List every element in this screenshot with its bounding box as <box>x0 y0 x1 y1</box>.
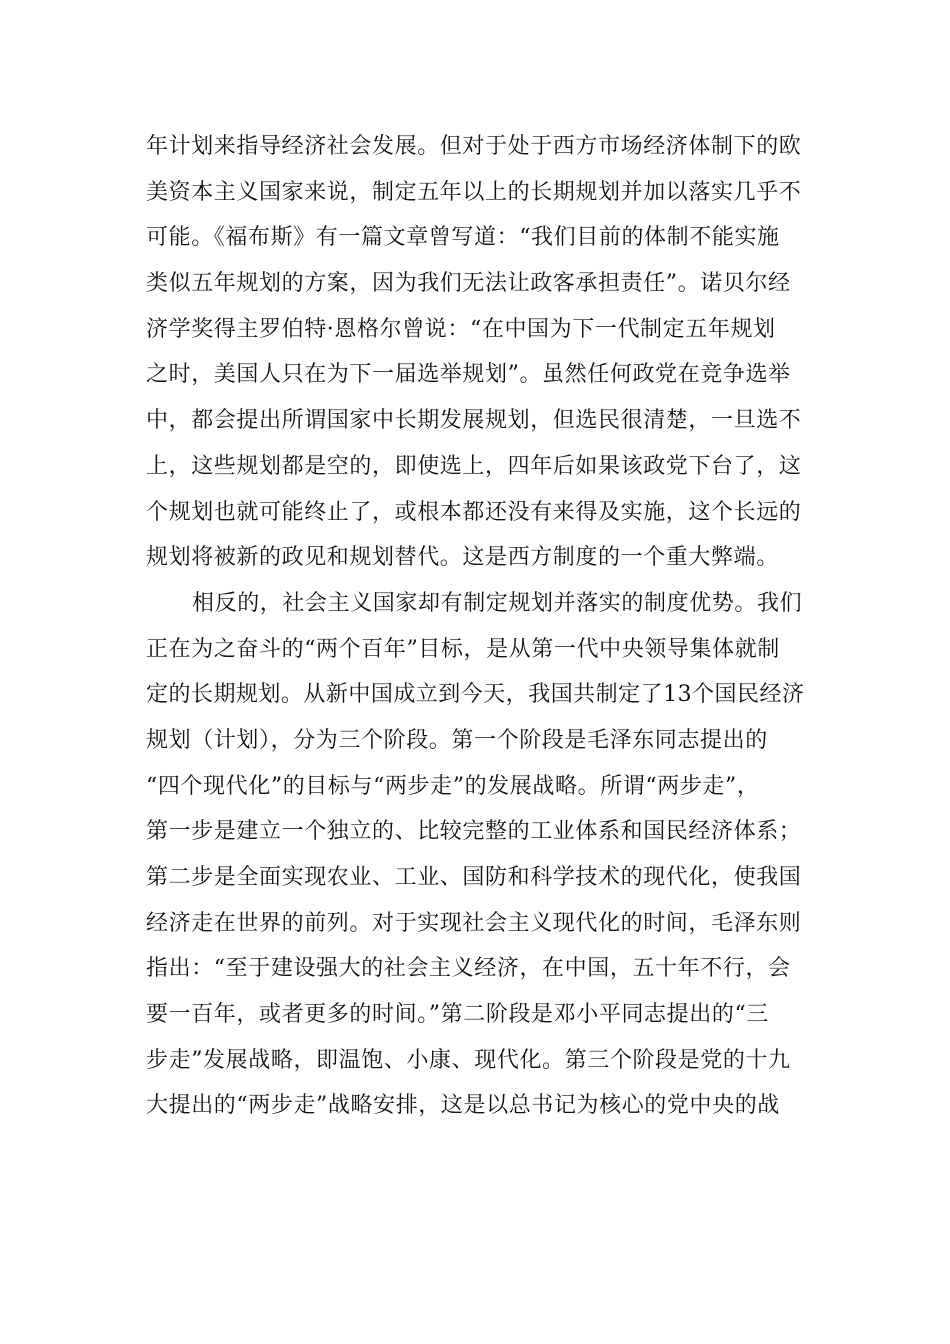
text-line: 之时，美国人只在为下一届选举规划”。虽然任何政党在竞争选举 <box>146 362 791 388</box>
paragraph-start-line: 相反的，社会主义国家却有制定规划并落实的制度优势。我们 <box>192 590 803 616</box>
body-text <box>146 124 806 1129</box>
text-line: 中，都会提出所谓国家中长期发展规划，但选民很清楚，一旦选不 <box>146 408 802 434</box>
text-line: 第一步是建立一个独立的、比较完整的工业体系和国民经济体系； <box>146 819 802 845</box>
text-line: 规划将被新的政见和规划替代。这是西方制度的一个重大弊端。 <box>146 545 779 571</box>
text-line: 类似五年规划的方案，因为我们无法让政客承担责任”。诺贝尔经 <box>146 271 791 297</box>
text-line: 济学奖得主罗伯特·恩格尔曾说：“在中国为下一代制定五年规划 <box>146 316 776 342</box>
text-line: “四个现代化”的目标与“两步走”的发展战略。所谓“两步走”， <box>146 773 760 799</box>
text-line: 上，这些规划都是空的，即使选上，四年后如果该政党下台了，这 <box>146 453 802 479</box>
text-line: 年计划来指导经济社会发展。但对于处于西方市场经济体制下的欧 <box>146 134 802 159</box>
text-line: 步走”发展战略，即温饱、小康、现代化。第三个阶段是党的十九 <box>146 1047 791 1073</box>
text-line: 正在为之奋斗的“两个百年”目标，是从第一代中央领导集体就制 <box>146 636 780 662</box>
text-line: 要一百年，或者更多的时间。”第二阶段是邓小平同志提出的“三 <box>146 1002 769 1028</box>
text-line: 指出：“至于建设强大的社会主义经济，在中国，五十年不行，会 <box>146 956 791 982</box>
text-line: 个规划也就可能终止了，或根本都还没有来得及实施，这个长远的 <box>146 499 802 525</box>
text-line: 美资本主义国家来说，制定五年以上的长期规划并加以落实几乎不 <box>146 179 802 205</box>
text-line: 规划（计划），分为三个阶段。第一个阶段是毛泽东同志提出的 <box>146 727 768 753</box>
text-line: 大提出的“两步走”战略安排，这是以总书记为核心的党中央的战 <box>146 1093 780 1119</box>
text-line: 经济走在世界的前列。对于实现社会主义现代化的时间，毛泽东则 <box>146 910 802 936</box>
text-line: 定的长期规划。从新中国成立到今天，我国共制定了13个国民经济 <box>146 682 805 708</box>
text-line: 可能。《福布斯》有一篇文章曾写道：“我们目前的体制不能实施 <box>146 225 780 251</box>
text-line: 第二步是全面实现农业、工业、国防和科学技术的现代化，使我国 <box>146 865 802 890</box>
